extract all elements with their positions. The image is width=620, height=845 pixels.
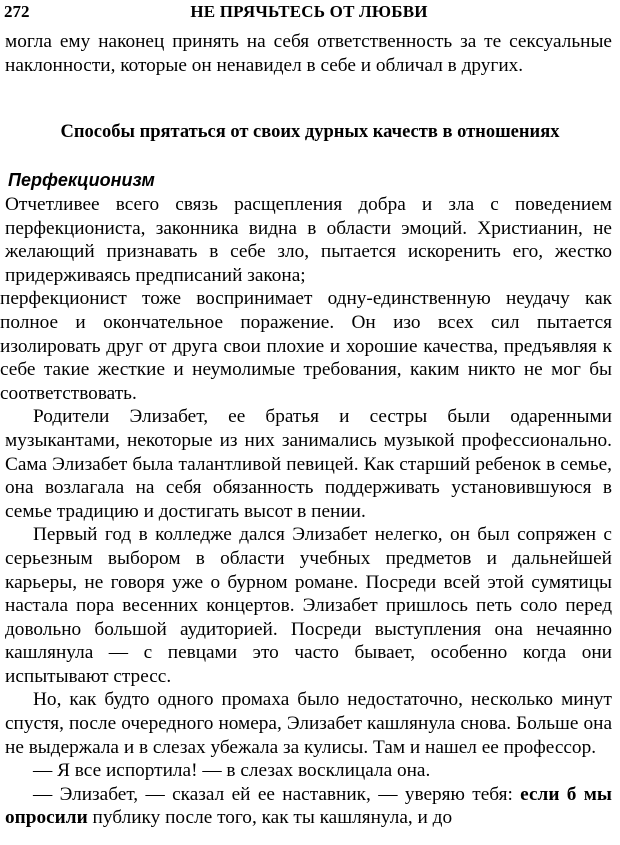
paragraph-7-end: публику после того, как ты кашлянула, и до — [87, 807, 453, 829]
paragraph-2: перфекционист тоже воспринимает одну-единственную неудачу как полное и окончательное поражение. Он изо всех сил пытается изолировать друг от друга свои плохие и хорошие качества, предъявляя к себе такие жесткие и неумолимые требования, каким никто не мог бы соответствовать. — [0, 288, 612, 404]
paragraph-6: — Я все испортила! — в слезах восклицала она. — [33, 760, 431, 782]
paragraph-3: Родители Элизабет, ее братья и сестры были одаренными музыкантами, некоторые из них занимались музыкой профессионально. Сама Элизабет была талантливой певицей. Как старший ребенок в семье, она возлагала на себя обязанность поддерживать установившуюся в семье традицию и достигать высот в пении. — [5, 406, 612, 522]
paragraph-5: Но, как будто одного промаха было недостаточно, несколько минут спустя, после очередного номера, Элизабет кашлянула снова. Больше она не выдержала и в слезах убежала за кулисы. Там и нашел ее профессор. — [5, 689, 612, 758]
paragraph-7-bold-2: мы опросили — [5, 783, 612, 829]
subheading: Перфекционизм — [8, 170, 155, 190]
paragraph-7-start: — Элизабет, — сказал ей ее наставник, — уверяю тебя: — [33, 783, 521, 805]
page-number: 272 — [4, 2, 30, 21]
intro-paragraph: могла ему наконец принять на себя ответственность за те сексуальные наклонности, которые он ненавидел в себе и обличал в других. — [5, 31, 612, 76]
page-header — [4, 2, 614, 26]
running-title: НЕ ПРЯЧЬТЕСЬ ОТ ЛЮБВИ — [190, 2, 428, 21]
main-text — [0, 193, 612, 830]
section-heading: Способы прятаться от своих дурных качеств в отношениях — [60, 122, 560, 142]
intro-block — [5, 30, 612, 77]
paragraph-1: Отчетливее всего связь расщепления добра и зла с поведением перфекциониста, законника видна в области эмоций. Христианин, не желающий признавать в себе зло, пытается искоренить его, жестко придерживаясь предписаний закона; — [5, 194, 612, 286]
paragraph-7 — [5, 783, 612, 830]
paragraph-7-bold-1: если б — [520, 783, 577, 805]
paragraph-4: Первый год в колледже дался Элизабет нелегко, он был сопряжен с серьезным выбором в области учебных предметов и дальнейшей карьеры, не говоря уже о бурном романе. Посреди всей этой сумятицы настала пора весенних концертов. Элизабет пришлось петь соло перед довольно большой аудиторией. Посреди выступления она нечаянно кашлянула — с певцами это часто бывает, особенно когда они испытывают стресс. — [5, 524, 612, 687]
